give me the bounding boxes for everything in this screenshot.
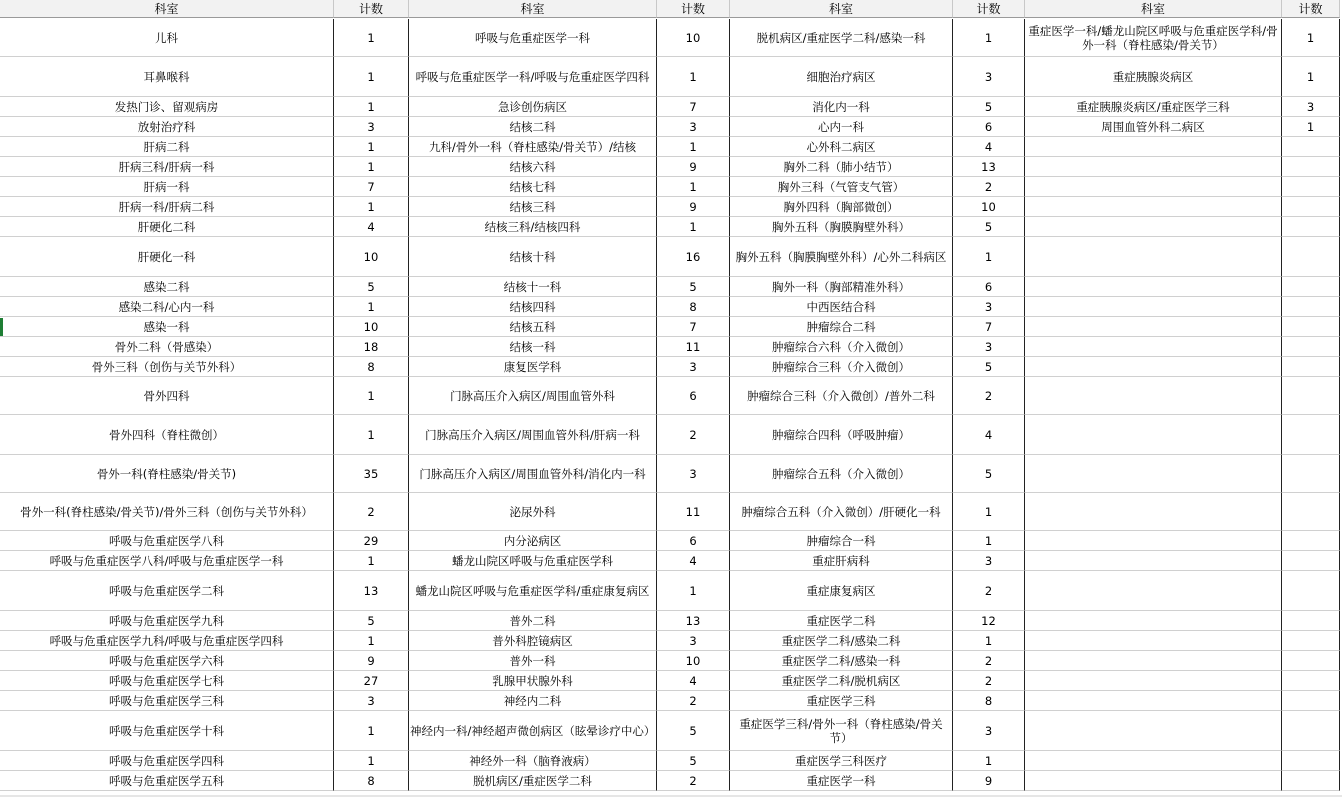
dept-cell[interactable]: 内分泌病区 [409,531,657,551]
dept-cell[interactable]: 肿瘤综合一科 [730,531,953,551]
count-cell[interactable]: 5 [953,455,1025,493]
dept-cell[interactable]: 呼吸与危重症医学二科 [0,571,334,611]
dept-cell[interactable]: 呼吸与危重症医学一科 [409,19,657,57]
count-cell[interactable]: 3 [953,297,1025,317]
count-cell[interactable] [1282,297,1340,317]
dept-cell[interactable]: 呼吸与危重症医学三科 [0,691,334,711]
dept-cell[interactable]: 重症医学二科/感染一科 [730,651,953,671]
count-cell[interactable]: 2 [334,493,409,531]
count-cell[interactable]: 3 [953,711,1025,751]
dept-cell[interactable]: 重症胰腺炎病区 [1025,57,1282,97]
count-cell[interactable] [1282,197,1340,217]
header-count[interactable]: 计数 [1282,0,1340,18]
dept-cell[interactable] [1025,493,1282,531]
count-cell[interactable]: 10 [657,19,730,57]
count-cell[interactable]: 5 [657,751,730,771]
count-cell[interactable] [1282,611,1340,631]
dept-cell[interactable]: 门脉高压介入病区/周围血管外科 [409,377,657,415]
count-cell[interactable]: 10 [953,197,1025,217]
count-cell[interactable]: 1 [657,571,730,611]
count-cell[interactable]: 1 [657,217,730,237]
dept-cell[interactable]: 儿科 [0,19,334,57]
count-cell[interactable] [1282,377,1340,415]
count-cell[interactable] [1282,217,1340,237]
dept-cell[interactable]: 结核三科 [409,197,657,217]
dept-cell[interactable]: 呼吸与危重症医学十科 [0,711,334,751]
dept-cell[interactable]: 肝病三科/肝病一科 [0,157,334,177]
count-cell[interactable] [1282,651,1340,671]
dept-cell[interactable]: 呼吸与危重症医学八科/呼吸与危重症医学一科 [0,551,334,571]
count-cell[interactable]: 9 [334,651,409,671]
dept-cell[interactable]: 重症医学二科/感染二科 [730,631,953,651]
count-cell[interactable]: 6 [953,277,1025,297]
count-cell[interactable]: 1 [334,551,409,571]
dept-cell[interactable]: 肝病一科/肝病二科 [0,197,334,217]
dept-cell[interactable]: 急诊创伤病区 [409,97,657,117]
count-cell[interactable]: 2 [953,671,1025,691]
count-cell[interactable]: 13 [953,157,1025,177]
count-cell[interactable]: 3 [657,357,730,377]
count-cell[interactable]: 3 [657,631,730,651]
dept-cell[interactable] [1025,317,1282,337]
count-cell[interactable] [1282,671,1340,691]
count-cell[interactable]: 7 [657,317,730,337]
count-cell[interactable]: 9 [657,157,730,177]
dept-cell[interactable]: 重症医学二科/脱机病区 [730,671,953,691]
dept-cell[interactable]: 中西医结合科 [730,297,953,317]
count-cell[interactable] [1282,455,1340,493]
count-cell[interactable] [1282,177,1340,197]
count-cell[interactable] [1282,551,1340,571]
dept-cell[interactable]: 普外一科 [409,651,657,671]
header-count[interactable]: 计数 [657,0,730,18]
count-cell[interactable]: 2 [953,571,1025,611]
count-cell[interactable]: 27 [334,671,409,691]
dept-cell[interactable] [1025,137,1282,157]
dept-cell[interactable]: 结核六科 [409,157,657,177]
header-dept[interactable]: 科室 [409,0,657,18]
count-cell[interactable] [1282,771,1340,791]
count-cell[interactable]: 9 [953,771,1025,791]
dept-cell[interactable]: 肿瘤综合五科（介入微创）/肝硬化一科 [730,493,953,531]
count-cell[interactable]: 7 [334,177,409,197]
dept-cell[interactable]: 结核十一科 [409,277,657,297]
count-cell[interactable]: 5 [953,357,1025,377]
dept-cell[interactable]: 乳腺甲状腺外科 [409,671,657,691]
dept-cell[interactable]: 肿瘤综合六科（介入微创） [730,337,953,357]
dept-cell[interactable]: 细胞治疗病区 [730,57,953,97]
dept-cell[interactable]: 骨外四科（脊柱微创） [0,415,334,455]
header-dept[interactable]: 科室 [1025,0,1282,18]
dept-cell[interactable]: 泌尿外科 [409,493,657,531]
dept-cell[interactable]: 结核一科 [409,337,657,357]
dept-cell[interactable]: 胸外四科（胸部微创） [730,197,953,217]
dept-cell[interactable] [1025,197,1282,217]
count-cell[interactable]: 1 [334,751,409,771]
dept-cell[interactable]: 呼吸与危重症医学九科 [0,611,334,631]
dept-cell[interactable]: 重症医学一科 [730,771,953,791]
count-cell[interactable]: 7 [657,97,730,117]
dept-cell[interactable]: 耳鼻喉科 [0,57,334,97]
count-cell[interactable] [1282,531,1340,551]
count-cell[interactable] [1282,415,1340,455]
dept-cell[interactable]: 呼吸与危重症医学九科/呼吸与危重症医学四科 [0,631,334,651]
dept-cell[interactable]: 重症医学三科 [730,691,953,711]
dept-cell[interactable]: 结核十科 [409,237,657,277]
count-cell[interactable]: 5 [334,277,409,297]
count-cell[interactable]: 10 [334,237,409,277]
count-cell[interactable]: 4 [953,137,1025,157]
count-cell[interactable]: 6 [657,531,730,551]
count-cell[interactable]: 8 [953,691,1025,711]
dept-cell[interactable]: 神经外一科（脑脊液病） [409,751,657,771]
dept-cell[interactable]: 康复医学科 [409,357,657,377]
dept-cell[interactable] [1025,571,1282,611]
count-cell[interactable]: 6 [953,117,1025,137]
count-cell[interactable]: 3 [657,117,730,137]
count-cell[interactable]: 7 [953,317,1025,337]
dept-cell[interactable]: 神经内二科 [409,691,657,711]
count-cell[interactable]: 5 [953,97,1025,117]
dept-cell[interactable] [1025,771,1282,791]
count-cell[interactable]: 4 [657,551,730,571]
dept-cell[interactable]: 九科/骨外一科（脊柱感染/骨关节）/结核 [409,137,657,157]
header-dept[interactable]: 科室 [0,0,334,18]
dept-cell[interactable]: 普外科腔镜病区 [409,631,657,651]
dept-cell[interactable]: 消化内一科 [730,97,953,117]
count-cell[interactable] [1282,571,1340,611]
dept-cell[interactable]: 脱机病区/重症医学二科 [409,771,657,791]
dept-cell[interactable] [1025,277,1282,297]
count-cell[interactable]: 1 [334,631,409,651]
dept-cell[interactable]: 肿瘤综合三科（介入微创）/普外二科 [730,377,953,415]
dept-cell[interactable]: 胸外二科（肺小结节） [730,157,953,177]
count-cell[interactable]: 9 [657,197,730,217]
count-cell[interactable]: 10 [334,317,409,337]
dept-cell[interactable]: 呼吸与危重症医学六科 [0,651,334,671]
count-cell[interactable]: 8 [334,771,409,791]
count-cell[interactable]: 1 [334,377,409,415]
count-cell[interactable]: 1 [334,297,409,317]
dept-cell[interactable] [1025,751,1282,771]
count-cell[interactable]: 29 [334,531,409,551]
dept-cell[interactable]: 放射治疗科 [0,117,334,137]
dept-cell[interactable] [1025,651,1282,671]
count-cell[interactable]: 1 [334,97,409,117]
count-cell[interactable]: 5 [334,611,409,631]
count-cell[interactable]: 2 [953,377,1025,415]
dept-cell[interactable]: 肝硬化二科 [0,217,334,237]
count-cell[interactable]: 2 [657,691,730,711]
count-cell[interactable] [1282,493,1340,531]
dept-cell[interactable]: 蟠龙山院区呼吸与危重症医学科/重症康复病区 [409,571,657,611]
count-cell[interactable]: 3 [953,337,1025,357]
dept-cell[interactable] [1025,157,1282,177]
count-cell[interactable]: 11 [657,337,730,357]
dept-cell[interactable]: 结核三科/结核四科 [409,217,657,237]
count-cell[interactable]: 4 [657,671,730,691]
dept-cell[interactable]: 呼吸与危重症医学五科 [0,771,334,791]
count-cell[interactable] [1282,137,1340,157]
dept-cell[interactable]: 周围血管外科二病区 [1025,117,1282,137]
dept-cell[interactable] [1025,237,1282,277]
dept-cell[interactable]: 重症医学二科 [730,611,953,631]
count-cell[interactable]: 8 [657,297,730,317]
dept-cell[interactable]: 呼吸与危重症医学一科/呼吸与危重症医学四科 [409,57,657,97]
dept-cell[interactable]: 脱机病区/重症医学二科/感染一科 [730,19,953,57]
count-cell[interactable]: 1 [334,137,409,157]
count-cell[interactable]: 18 [334,337,409,357]
dept-cell[interactable]: 肿瘤综合二科 [730,317,953,337]
count-cell[interactable] [1282,631,1340,651]
count-cell[interactable]: 1 [657,57,730,97]
dept-cell[interactable]: 肿瘤综合四科（呼吸肿瘤） [730,415,953,455]
count-cell[interactable]: 8 [334,357,409,377]
dept-cell[interactable]: 肝硬化一科 [0,237,334,277]
dept-cell[interactable]: 骨外二科（骨感染） [0,337,334,357]
count-cell[interactable]: 1 [334,19,409,57]
count-cell[interactable]: 1 [657,177,730,197]
dept-cell[interactable]: 重症肝病科 [730,551,953,571]
dept-cell[interactable]: 骨外三科（创伤与关节外科） [0,357,334,377]
count-cell[interactable]: 5 [657,711,730,751]
count-cell[interactable]: 1 [1282,57,1340,97]
count-cell[interactable]: 3 [334,691,409,711]
dept-cell[interactable]: 胸外一科（胸部精准外科） [730,277,953,297]
dept-cell[interactable]: 重症医学三科/骨外一科（脊柱感染/骨关节） [730,711,953,751]
count-cell[interactable]: 2 [953,651,1025,671]
count-cell[interactable]: 1 [1282,19,1340,57]
dept-cell[interactable]: 骨外四科 [0,377,334,415]
count-cell[interactable]: 1 [953,751,1025,771]
count-cell[interactable]: 35 [334,455,409,493]
count-cell[interactable]: 1 [334,57,409,97]
count-cell[interactable] [1282,357,1340,377]
dept-cell[interactable] [1025,337,1282,357]
dept-cell[interactable]: 感染二科/心内一科 [0,297,334,317]
count-cell[interactable]: 1 [334,197,409,217]
dept-cell[interactable]: 神经内一科/神经超声微创病区（眩晕诊疗中心） [409,711,657,751]
count-cell[interactable]: 1 [657,137,730,157]
dept-cell[interactable]: 肝病一科 [0,177,334,197]
dept-cell[interactable]: 心外科二病区 [730,137,953,157]
dept-cell[interactable]: 重症医学一科/蟠龙山院区呼吸与危重症医学科/骨外一科（脊柱感染/骨关节） [1025,19,1282,57]
count-cell[interactable]: 3 [953,57,1025,97]
dept-cell[interactable]: 感染一科 [0,317,334,337]
dept-cell[interactable] [1025,297,1282,317]
count-cell[interactable] [1282,157,1340,177]
dept-cell[interactable]: 胸外五科（胸膜胸壁外科）/心外二科病区 [730,237,953,277]
dept-cell[interactable]: 感染二科 [0,277,334,297]
count-cell[interactable]: 5 [953,217,1025,237]
dept-cell[interactable]: 重症医学三科医疗 [730,751,953,771]
header-count[interactable]: 计数 [953,0,1025,18]
dept-cell[interactable]: 发热门诊、留观病房 [0,97,334,117]
dept-cell[interactable] [1025,177,1282,197]
dept-cell[interactable] [1025,551,1282,571]
count-cell[interactable]: 16 [657,237,730,277]
count-cell[interactable]: 2 [953,177,1025,197]
dept-cell[interactable]: 门脉高压介入病区/周围血管外科/消化内一科 [409,455,657,493]
count-cell[interactable]: 1 [953,631,1025,651]
count-cell[interactable]: 1 [334,711,409,751]
header-count[interactable]: 计数 [334,0,409,18]
dept-cell[interactable]: 呼吸与危重症医学四科 [0,751,334,771]
dept-cell[interactable]: 肿瘤综合三科（介入微创） [730,357,953,377]
count-cell[interactable]: 6 [657,377,730,415]
header-dept[interactable]: 科室 [730,0,953,18]
dept-cell[interactable]: 门脉高压介入病区/周围血管外科/肝病一科 [409,415,657,455]
dept-cell[interactable]: 胸外五科（胸膜胸壁外科） [730,217,953,237]
count-cell[interactable]: 1 [953,19,1025,57]
dept-cell[interactable]: 重症胰腺炎病区/重症医学三科 [1025,97,1282,117]
count-cell[interactable]: 1 [953,237,1025,277]
count-cell[interactable]: 3 [334,117,409,137]
dept-cell[interactable] [1025,691,1282,711]
count-cell[interactable] [1282,337,1340,357]
count-cell[interactable] [1282,237,1340,277]
count-cell[interactable]: 3 [657,455,730,493]
dept-cell[interactable]: 肝病二科 [0,137,334,157]
dept-cell[interactable] [1025,671,1282,691]
count-cell[interactable] [1282,317,1340,337]
dept-cell[interactable]: 骨外一科(脊柱感染/骨关节)/骨外三科（创伤与关节外科） [0,493,334,531]
dept-cell[interactable]: 骨外一科(脊柱感染/骨关节) [0,455,334,493]
dept-cell[interactable]: 呼吸与危重症医学七科 [0,671,334,691]
dept-cell[interactable] [1025,531,1282,551]
count-cell[interactable]: 3 [1282,97,1340,117]
count-cell[interactable]: 1 [334,415,409,455]
dept-cell[interactable] [1025,711,1282,751]
count-cell[interactable] [1282,277,1340,297]
count-cell[interactable]: 3 [953,551,1025,571]
count-cell[interactable]: 4 [334,217,409,237]
dept-cell[interactable] [1025,217,1282,237]
count-cell[interactable]: 1 [1282,117,1340,137]
count-cell[interactable]: 2 [657,771,730,791]
dept-cell[interactable] [1025,611,1282,631]
dept-cell[interactable] [1025,631,1282,651]
count-cell[interactable]: 13 [334,571,409,611]
count-cell[interactable]: 11 [657,493,730,531]
dept-cell[interactable]: 蟠龙山院区呼吸与危重症医学科 [409,551,657,571]
dept-cell[interactable] [1025,415,1282,455]
dept-cell[interactable]: 结核二科 [409,117,657,137]
dept-cell[interactable]: 结核五科 [409,317,657,337]
dept-cell[interactable]: 胸外三科（气管支气管） [730,177,953,197]
count-cell[interactable]: 10 [657,651,730,671]
count-cell[interactable]: 1 [334,157,409,177]
count-cell[interactable]: 2 [657,415,730,455]
dept-cell[interactable]: 肿瘤综合五科（介入微创） [730,455,953,493]
count-cell[interactable] [1282,751,1340,771]
dept-cell[interactable] [1025,377,1282,415]
count-cell[interactable]: 12 [953,611,1025,631]
count-cell[interactable]: 1 [953,493,1025,531]
count-cell[interactable]: 13 [657,611,730,631]
count-cell[interactable]: 1 [953,531,1025,551]
dept-cell[interactable]: 呼吸与危重症医学八科 [0,531,334,551]
dept-cell[interactable]: 结核七科 [409,177,657,197]
dept-cell[interactable]: 普外二科 [409,611,657,631]
dept-cell[interactable]: 结核四科 [409,297,657,317]
count-cell[interactable] [1282,711,1340,751]
dept-cell[interactable]: 心内一科 [730,117,953,137]
dept-cell[interactable]: 重症康复病区 [730,571,953,611]
count-cell[interactable]: 4 [953,415,1025,455]
dept-cell[interactable] [1025,357,1282,377]
count-cell[interactable]: 5 [657,277,730,297]
dept-cell[interactable] [1025,455,1282,493]
active-row-marker [0,318,3,336]
count-cell[interactable] [1282,691,1340,711]
